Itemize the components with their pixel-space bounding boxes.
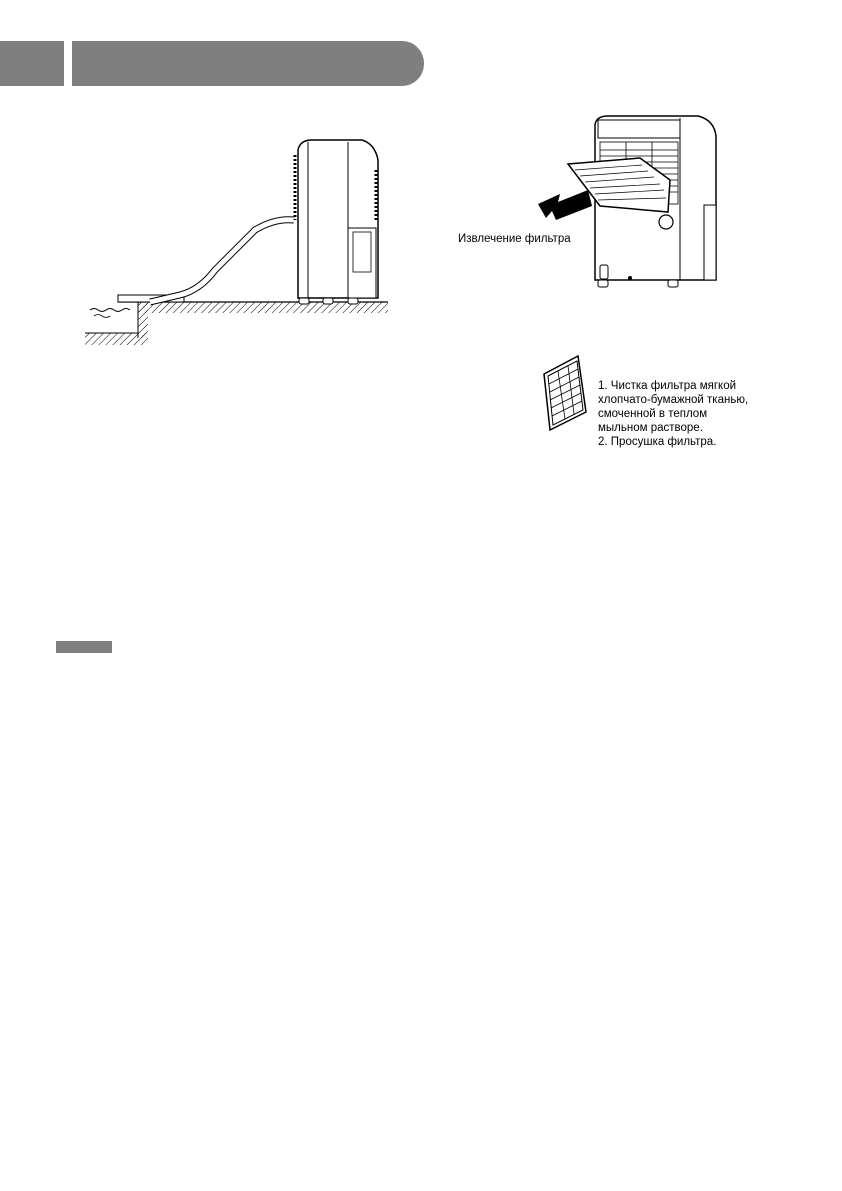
filter-cleaning-steps: [598, 379, 798, 449]
step-line: хлопчато-бумажной тканью,: [598, 394, 749, 406]
step-line: мыльном растворе.: [598, 422, 703, 434]
drain-hose-illustration: [80, 130, 400, 355]
filter-removal-illustration: [530, 110, 730, 300]
note-label-bar: [56, 641, 112, 653]
section-title-bar: [72, 41, 424, 86]
air-filter-illustration: [540, 352, 590, 432]
section-number-tab: [0, 41, 64, 86]
step-line: 2. Просушка фильтра.: [598, 436, 717, 448]
step-line: смоченной в теплом: [598, 408, 708, 420]
filter-removal-caption: Извлечение фильтра: [458, 233, 571, 245]
step-line: 1. Чистка фильтра мягкой: [598, 380, 737, 392]
